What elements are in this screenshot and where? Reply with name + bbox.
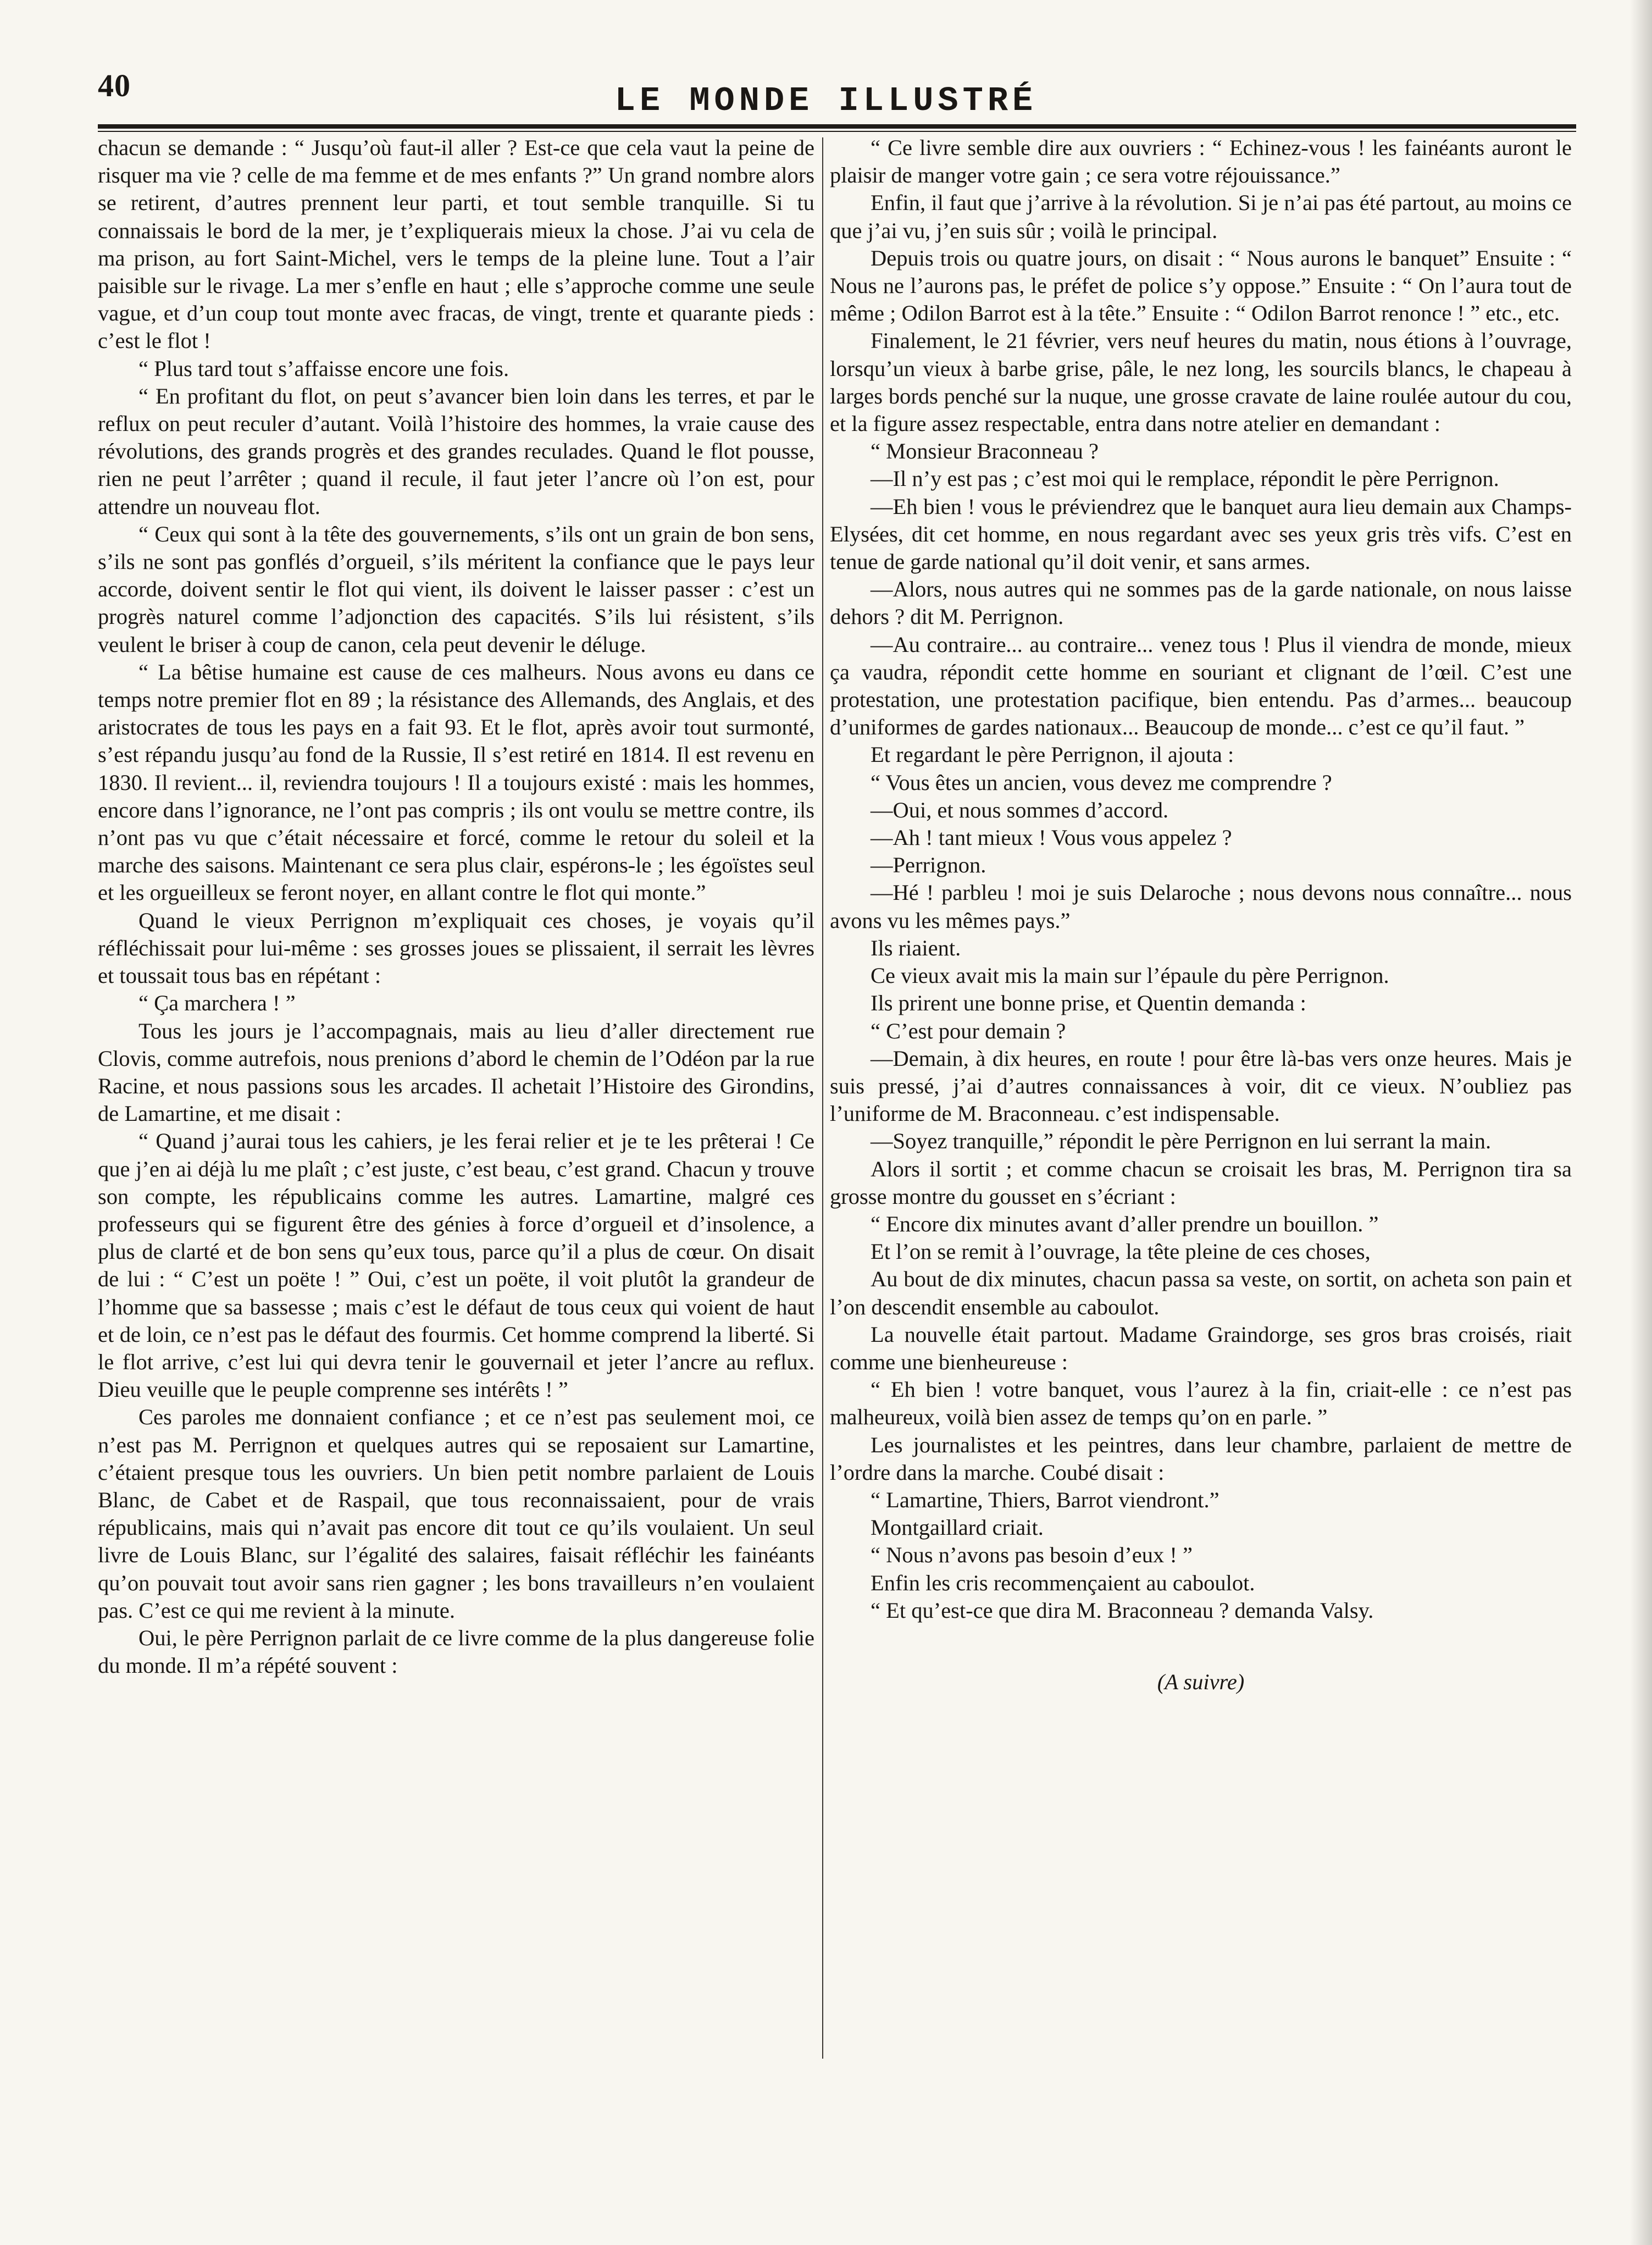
paragraph: —Hé ! parbleu ! moi je suis Delaroche ; nous devons nous connaître... nous avons vu les mêmes pays.” <box>830 880 1572 933</box>
paragraph: La nouvelle était partout. Madame Graindorge, ses gros bras croisés, riait comme une bienheureuse : <box>830 1321 1572 1374</box>
paragraph: “ Ce livre semble dire aux ouvriers : “ Echinez-vous ! les fainéants auront le plaisir de manger votre gain ; ce sera votre réjouissance.” <box>830 135 1572 188</box>
paragraph: Au bout de dix minutes, chacun passa sa veste, on sortit, on acheta son pain et l’on descendit ensemble au caboulot. <box>830 1267 1572 1319</box>
paragraph: Depuis trois ou quatre jours, on disait : “ Nous aurons le banquet” Ensuite : “ Nous ne l’aurons pas, le préfet de police s’y oppose.” Ensuite : “ On l’aura tout de même ; Odilon Barrot est à la tête.” Ensuite : “ Odilon Barrot renonce ! ” etc., etc. <box>830 245 1572 326</box>
paragraph: —Perrignon. <box>871 853 986 878</box>
paragraph: Les journalistes et les peintres, dans leur chambre, parlaient de mettre de l’ordre dans la marche. Coubé disait : <box>830 1432 1572 1485</box>
paragraph: Alors il sortit ; et comme chacun se croisait les bras, M. Perrignon tira sa grosse montre du gousset en s’écriant : <box>830 1156 1572 1209</box>
paragraph: Quand le vieux Perrignon m’expliquait ces choses, je voyais qu’il réfléchissait pour lui-même : ses grosses joues se plissaient, il serrait les lèvres et toussait tous bas en répétant : <box>98 908 814 988</box>
paragraph: “ La bêtise humaine est cause de ces malheurs. Nous avons eu dans ce temps notre premier flot en 89 ; la résistance des Allemands, des Anglais, et des aristocrates de tous les pays en a fait 93. Et le flot, après avoir tout surmonté, s’est répandu jusqu’au fond de la Russie, Il s’est retiré en 1814. Il est revenu en 1830. Il revient... il, reviendra toujours ! Il a toujours existé : mais les hommes, encore dans l’ignorance, ne l’ont pas compris ; ils ont voulu se mettre contre, ils n’ont pas vu que c’était nécessaire et forcé, comme le retour du soleil et la marche des saisons. Maintenant ce sera plus clair, espérons-le ; les égoïstes seul et les orgueilleux se feront noyer, en allant contre le flot qui monte.” <box>98 659 814 905</box>
paragraph: —Il n’y est pas ; c’est moi qui le remplace, répondit le père Perrignon. <box>871 466 1499 491</box>
header-rule <box>98 124 1576 129</box>
paragraph: Et regardant le père Perrignon, il ajouta : <box>871 742 1234 767</box>
publication-title: LE MONDE ILLUSTRÉ <box>614 81 1038 120</box>
paragraph: Finalement, le 21 février, vers neuf heures du matin, nous étions à l’ouvrage, lorsqu’un vieux à barbe grise, pâle, le nez long, les sourcils blancs, le chapeau à larges bords penché sur la nuque, une grosse cravate de laine roulée autour du cou, et la figure assez respectable, entra dans notre atelier en demandant : <box>830 328 1572 436</box>
right-column <box>830 134 1572 1696</box>
page-number: 40 <box>98 68 131 103</box>
left-column <box>98 134 814 1679</box>
paragraph: —Eh bien ! vous le préviendrez que le banquet aura lieu demain aux Champs-Elysées, dit cet homme, en nous regardant avec ses yeux gris très vifs. C’est en tenue de garde national qu’il doit venir, et sans armes. <box>830 494 1572 574</box>
paragraph: Ils prirent une bonne prise, et Quentin demanda : <box>871 991 1306 1016</box>
paragraph: “ Plus tard tout s’affaisse encore une fois. <box>138 356 509 381</box>
paragraph: Ce vieux avait mis la main sur l’épaule du père Perrignon. <box>871 963 1389 988</box>
paragraph: “ Lamartine, Thiers, Barrot viendront.” <box>871 1487 1219 1512</box>
scan-edge-shadow <box>1630 0 1652 2245</box>
paragraph: “ Et qu’est-ce que dira M. Braconneau ? demanda Valsy. <box>871 1597 1374 1623</box>
paragraph: Ils riaient. <box>871 935 961 960</box>
header-rule-thin <box>98 131 1576 132</box>
paragraph: chacun se demande : “ Jusqu’où faut-il aller ? Est-ce que cela vaut la peine de risquer ma vie ? celle de ma femme et de mes enfants ?” Un grand nombre alors se retirent, d’autres prennent leur parti, et tout semble tranquille. Si tu connaissais le bord de la mer, je t’expliquerais mieux la chose. J’ai vu cela de ma prison, au fort Saint-Michel, vers le temps de la pleine lune. Tout a l’air paisible sur le rivage. La mer s’enfle en haut ; elle s’approche comme une seule vague, et d’un coup tout monte avec fracas, de vingt, trente et quarante pieds : c’est le flot ! <box>98 135 814 353</box>
continuation-note: (A suivre) <box>1157 1669 1245 1694</box>
paragraph: “ Monsieur Braconneau ? <box>871 439 1099 464</box>
paragraph: —Alors, nous autres qui ne sommes pas de la garde nationale, on nous laisse dehors ? dit M. Perrignon. <box>830 577 1572 629</box>
paragraph: —Soyez tranquille,” répondit le père Perrignon en lui serrant la main. <box>871 1129 1492 1154</box>
paragraph: “ Ceux qui sont à la tête des gouvernements, s’ils ont un grain de bon sens, s’ils ne sont pas gonflés d’orgueil, s’ils méritent la confiance que le pays leur accorde, doivent sentir le flot qui vient, ils doivent le laisser passer : c’est un progrès naturel comme l’adjonction des capacités. S’ils lui résistent, s’ils veulent le briser à coup de canon, cela peut devenir le déluge. <box>98 521 814 657</box>
paragraph: Enfin les cris recommençaient au caboulot. <box>871 1570 1255 1595</box>
paragraph: Oui, le père Perrignon parlait de ce livre comme de la plus dangereuse folie du monde. Il m’a répété souvent : <box>98 1625 814 1678</box>
paragraph: —Ah ! tant mieux ! Vous vous appelez ? <box>871 825 1232 850</box>
paragraph: “ En profitant du flot, on peut s’avancer bien loin dans les terres, et par le reflux on peut reculer d’autant. Voilà l’histoire des hommes, la vraie cause des révolutions, des grands progrès et des grandes reculades. Quand le flot pousse, rien ne peut l’arrêter ; quand il recule, il faut jeter l’ancre où l’on est, pour attendre un nouveau flot. <box>98 383 814 519</box>
paragraph: —Au contraire... au contraire... venez tous ! Plus il viendra de monde, mieux ça vaudra, répondit cette homme en souriant et clignant de l’œil. C’est une protestation, une protestation pacifique, bien entendu. Pas d’armes... beaucoup d’uniformes de gardes nationaux... Beaucoup de monde... c’est ce qu’il faut. ” <box>830 632 1572 740</box>
paragraph: Montgaillard criait. <box>871 1515 1044 1540</box>
paragraph: —Oui, et nous sommes d’accord. <box>871 797 1169 822</box>
paragraph: “ Quand j’aurai tous les cahiers, je les ferai relier et je te les prêterai ! Ce que j’en ai déjà lu me plaît ; c’est juste, c’est beau, c’est grand. Chacun y trouve son compte, les républicains comme les autres. Lamartine, malgré ces professeurs qui se figurent être des génies à force d’orgueil et d’insolence, a plus de clarté et de bon sens qu’eux tous, parce qu’il a plus de cœur. On disait de lui : “ C’est un poëte ! ” Oui, c’est un poëte, il voit plutôt la grandeur de l’homme que sa bassesse ; mais c’est le défaut de tous ceux qui voient de haut et de loin, ce n’est pas le défaut des fourmis. Cet homme comprend la liberté. Si le flot arrive, c’est lui qui devra tenir le gouvernail et jeter l’ancre au reflux. Dieu veuille que le peuple comprenne ses intérêts ! ” <box>98 1129 814 1402</box>
paragraph: Enfin, il faut que j’arrive à la révolution. Si je n’ai pas été partout, au moins ce que j’ai vu, j’en suis sûr ; voilà le principal. <box>830 190 1572 243</box>
paragraph: “ Vous êtes un ancien, vous devez me comprendre ? <box>871 770 1332 795</box>
paragraph: “ Eh bien ! votre banquet, vous l’aurez à la fin, criait-elle : ce n’est pas malheureux, voilà bien assez de temps qu’on en parle. ” <box>830 1377 1572 1430</box>
paragraph: Et l’on se remit à l’ouvrage, la tête pleine de ces choses, <box>871 1239 1371 1264</box>
paragraph: “ Nous n’avons pas besoin d’eux ! ” <box>871 1542 1193 1568</box>
paragraph: “ Encore dix minutes avant d’aller prendre un bouillon. ” <box>871 1211 1379 1236</box>
paragraph: —Demain, à dix heures, en route ! pour être là-bas vers onze heures. Mais je suis pressé, j’ai d’autres connaissances à voir, dit ce vieux. N’oubliez pas l’uniforme de M. Braconneau. c’est indispensable. <box>830 1046 1572 1126</box>
paragraph: “ C’est pour demain ? <box>871 1018 1066 1043</box>
column-divider <box>822 137 823 2059</box>
paragraph: Ces paroles me donnaient confiance ; et ce n’est pas seulement moi, ce n’est pas M. Perrignon et quelques autres qui se reposaient sur Lamartine, c’étaient presque tous les ouvriers. Un bien petit nombre parlaient de Louis Blanc, de Cabet et de Raspail, que tous reconnaissaient, pour de vrais républicains, mais qui n’avait pas encore dit tout ce qu’ils voulaient. Un seul livre de Louis Blanc, sur l’égalité des salaires, faisait réfléchir les fainéants qu’on pouvait tout avoir sans rien gagner ; les bons travailleurs n’en voulaient pas. C’est ce qui me revient à la minute. <box>98 1404 814 1623</box>
paragraph: “ Ça marchera ! ” <box>138 991 296 1016</box>
paragraph: Tous les jours je l’accompagnais, mais au lieu d’aller directement rue Clovis, comme autrefois, nous prenions d’abord le chemin de l’Odéon par la rue Racine, et nous passions sous les arcades. Il achetait l’Histoire des Girondins, de Lamartine, et me disait : <box>98 1018 814 1126</box>
